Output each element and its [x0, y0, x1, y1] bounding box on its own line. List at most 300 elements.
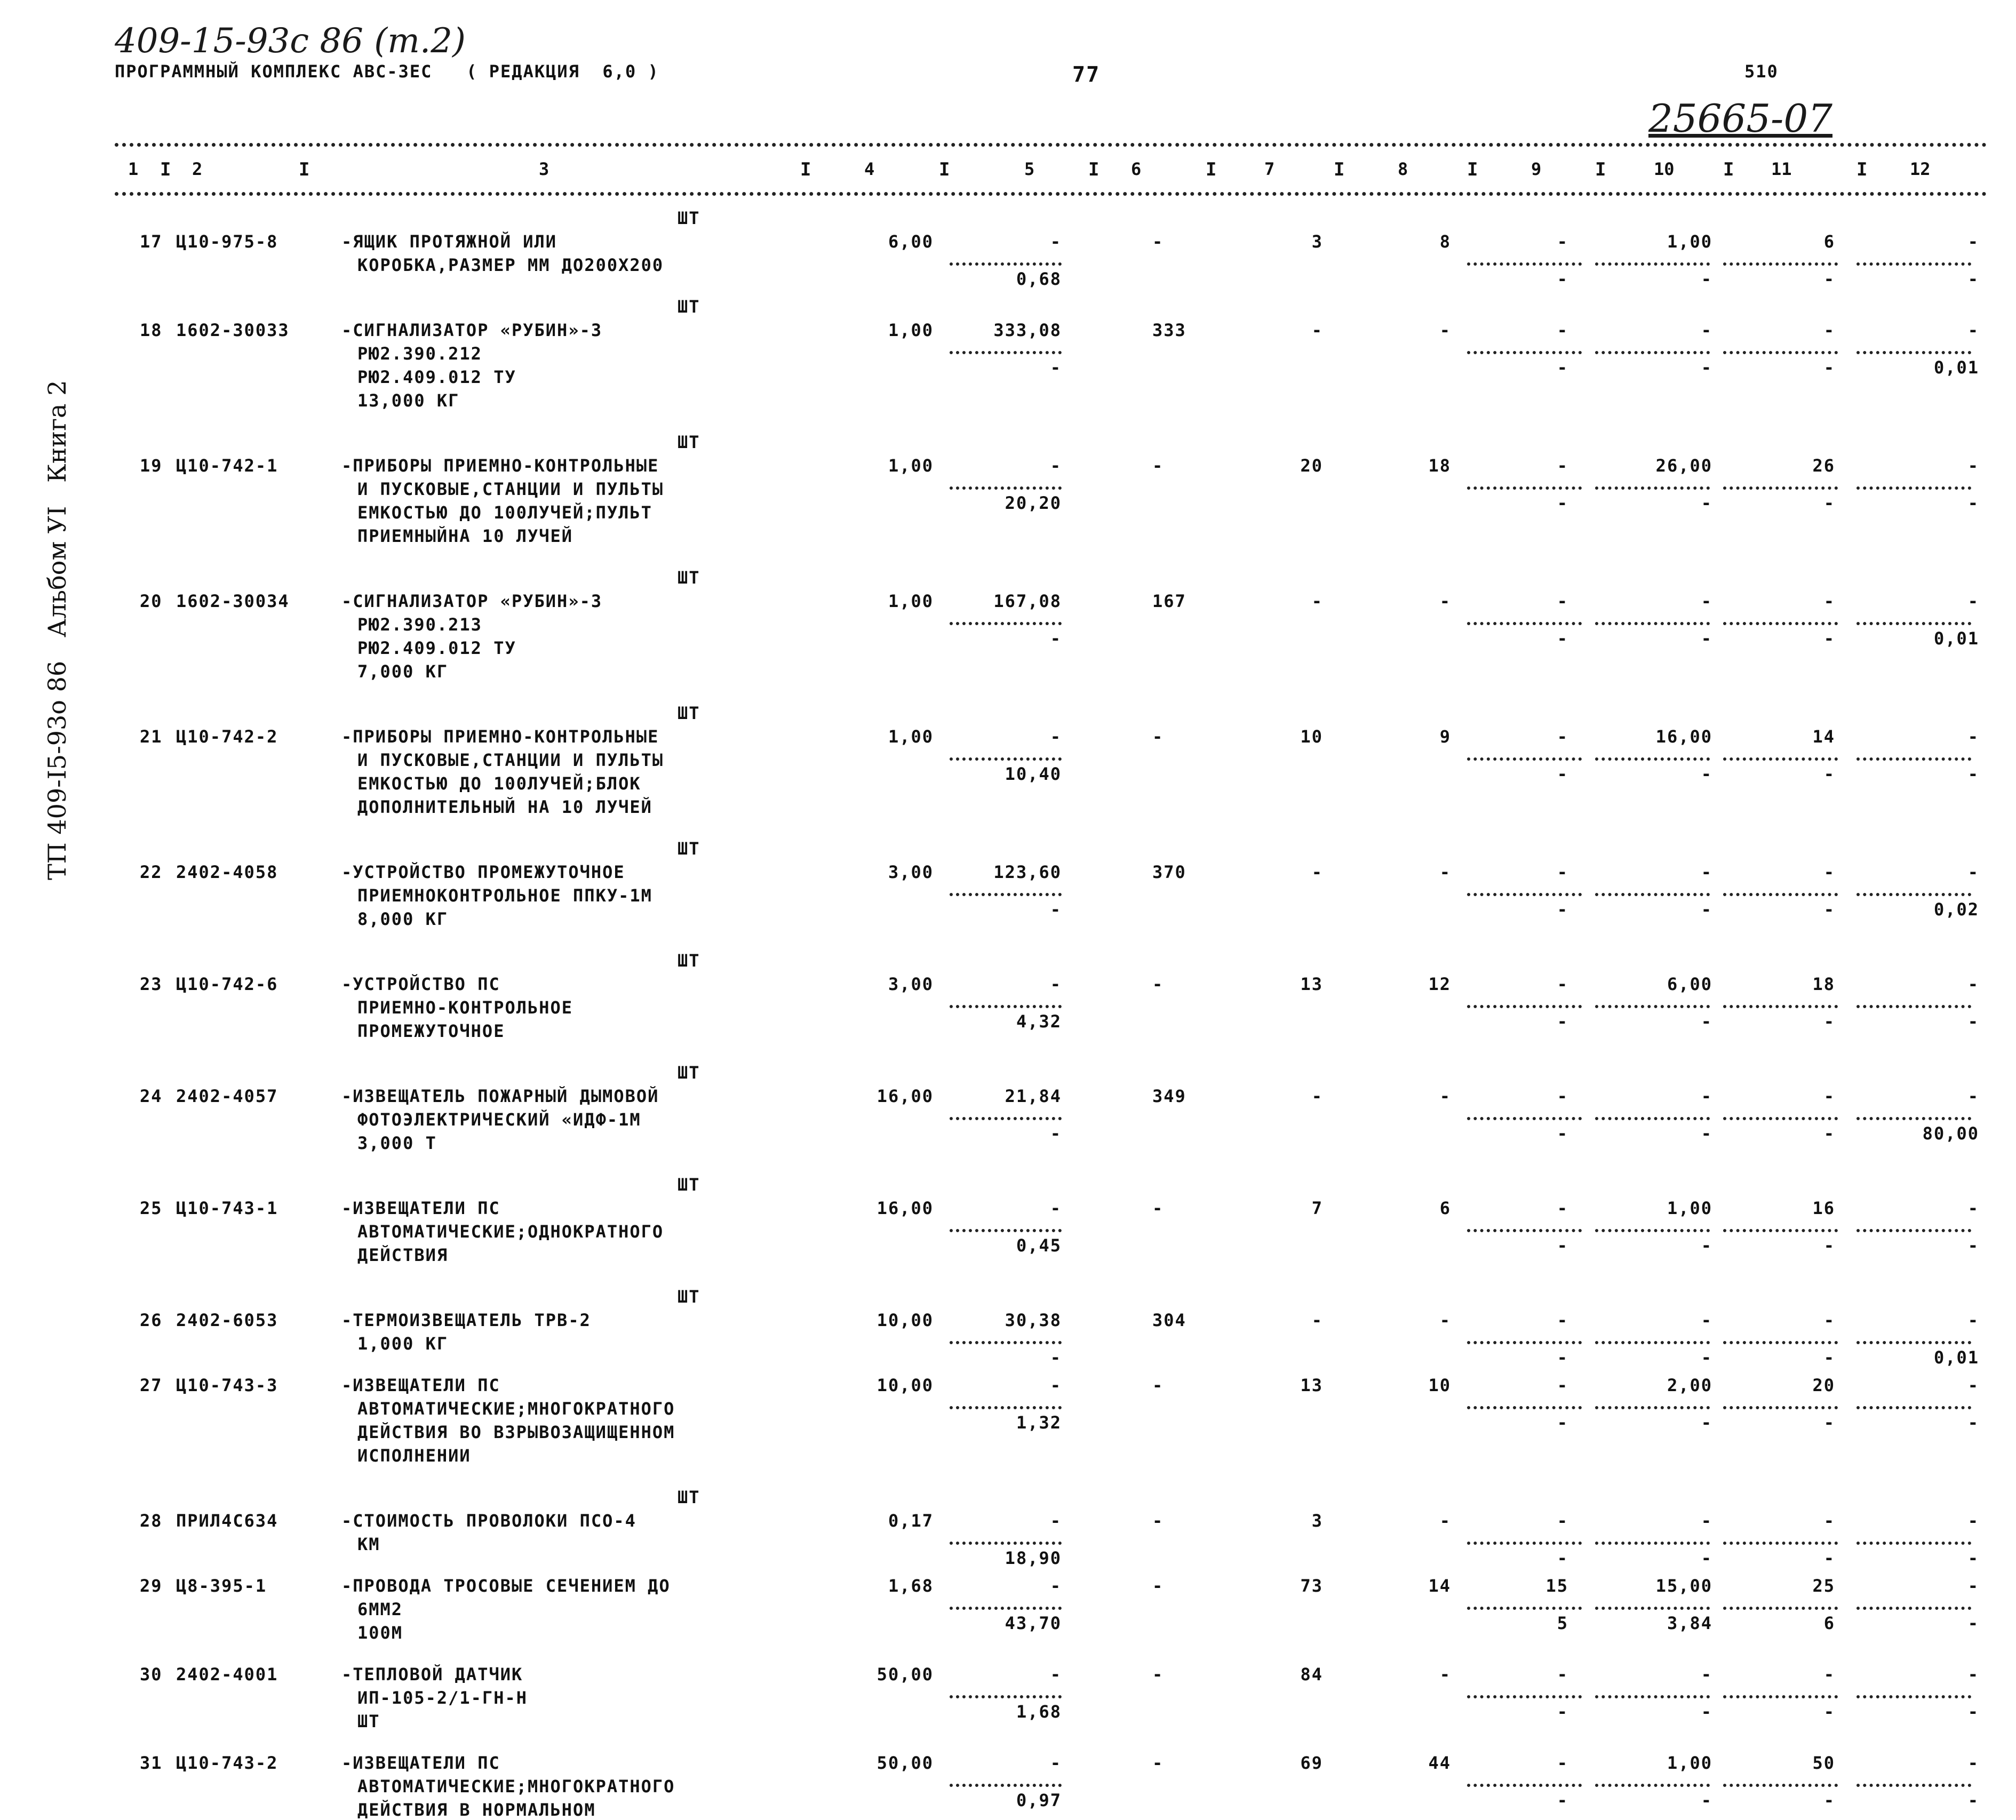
- column-number: 2: [192, 159, 203, 179]
- column-10-top: 16,00: [1655, 727, 1712, 747]
- column-9-top: -: [1557, 1375, 1568, 1395]
- column-8: 12: [1428, 974, 1451, 994]
- column-12-top: -: [1967, 1511, 1979, 1531]
- column-11-bottom: -: [1823, 357, 1835, 378]
- column-12-bottom: -: [1967, 764, 1979, 784]
- total-cost: -: [1152, 727, 1164, 747]
- column-separator: I: [1856, 159, 1868, 180]
- cell-divider: [1595, 1784, 1710, 1787]
- cell-divider: [1856, 1695, 1971, 1698]
- cell-divider: [1595, 486, 1710, 490]
- unit-of-measure: ШТ: [678, 951, 700, 971]
- column-11-bottom: -: [1823, 1790, 1835, 1810]
- unit-price: 21,84: [1005, 1086, 1062, 1106]
- column-12-top: -: [1967, 591, 1979, 611]
- row-number: 29: [140, 1576, 163, 1596]
- cell-divider: [950, 1406, 1062, 1409]
- column-9-top: -: [1557, 1086, 1568, 1106]
- row-number: 22: [140, 862, 163, 882]
- column-11-bottom: -: [1823, 1235, 1835, 1256]
- unit-price-wages: 1,68: [1016, 1702, 1062, 1722]
- cell-divider: [1723, 1695, 1838, 1698]
- quantity: 10,00: [876, 1375, 934, 1395]
- column-11-bottom: -: [1823, 628, 1835, 649]
- total-cost: -: [1152, 1753, 1164, 1773]
- cell-divider: [1723, 622, 1838, 625]
- cell-divider: [950, 486, 1062, 490]
- description-line: И ПУСКОВЫЕ,СТАНЦИИ И ПУЛЬТЫ: [357, 750, 664, 770]
- cell-divider: [1856, 1542, 1971, 1545]
- description-line: ПРИЕМНЫЙНА 10 ЛУЧЕЙ: [357, 526, 573, 546]
- column-11-top: -: [1823, 1664, 1835, 1685]
- row-number: 28: [140, 1511, 163, 1531]
- position-code: Ц10-743-1: [176, 1198, 278, 1218]
- column-12-bottom: -: [1967, 1702, 1979, 1722]
- description-line: -ИЗВЕЩАТЕЛИ ПС: [341, 1375, 500, 1395]
- row-number: 25: [140, 1198, 163, 1218]
- quantity: 6,00: [888, 232, 934, 252]
- cell-divider: [1595, 262, 1710, 266]
- quantity: 10,00: [876, 1310, 934, 1330]
- description-line: ПРИЕМНОКОНТРОЛЬНОЕ ППКУ-1М: [357, 885, 652, 906]
- position-code: 2402-4058: [176, 862, 278, 882]
- column-9-top: -: [1557, 1198, 1568, 1218]
- description-line: РЮ2.390.213: [357, 614, 482, 635]
- cell-divider: [1467, 893, 1582, 896]
- cell-divider: [1723, 1229, 1838, 1232]
- column-7: 13: [1300, 1375, 1323, 1395]
- cell-divider: [1856, 1117, 1971, 1120]
- column-11-top: 20: [1812, 1375, 1835, 1395]
- quantity: 16,00: [876, 1198, 934, 1218]
- position-code: 1602-30034: [176, 591, 290, 611]
- cell-divider: [1467, 1542, 1582, 1545]
- column-number: 6: [1131, 159, 1142, 179]
- cell-divider: [950, 1607, 1062, 1610]
- cell-divider: [1723, 1341, 1838, 1344]
- handwritten-document-code: 409-15-93с 86 (т.2): [115, 21, 466, 61]
- description-line: -ТЕРМОИЗВЕЩАТЕЛЬ ТРВ-2: [341, 1310, 591, 1330]
- column-separator: I: [1723, 159, 1734, 180]
- cell-divider: [1856, 1341, 1971, 1344]
- cell-divider: [1723, 351, 1838, 354]
- unit-price: 333,08: [993, 320, 1062, 340]
- column-9-bottom: -: [1557, 1790, 1568, 1810]
- column-8: -: [1439, 591, 1451, 611]
- unit-price-wages: -: [1050, 1347, 1062, 1368]
- column-11-top: 14: [1812, 727, 1835, 747]
- column-9-top: -: [1557, 1511, 1568, 1531]
- quantity: 16,00: [876, 1086, 934, 1106]
- column-12-bottom: -: [1967, 1412, 1979, 1433]
- description-line: -СТОИМОСТЬ ПРОВОЛОКИ ПСО-4: [341, 1511, 636, 1531]
- cell-divider: [1595, 1341, 1710, 1344]
- cell-divider: [1467, 1607, 1582, 1610]
- unit-price: -: [1050, 1198, 1062, 1218]
- description-line: 1,000 КГ: [357, 1334, 449, 1354]
- cell-divider: [1856, 757, 1971, 761]
- column-number: 4: [864, 159, 875, 179]
- unit-price-wages: -: [1050, 357, 1062, 378]
- column-8: 44: [1428, 1753, 1451, 1773]
- unit-price-wages: 10,40: [1005, 764, 1062, 784]
- unit-of-measure: ШТ: [678, 839, 700, 859]
- column-11-top: 6: [1823, 232, 1835, 252]
- column-10-bottom: -: [1701, 1011, 1712, 1032]
- position-code: Ц10-743-2: [176, 1753, 278, 1773]
- unit-price: 123,60: [993, 862, 1062, 882]
- column-11-top: 26: [1812, 456, 1835, 476]
- column-10-top: -: [1701, 862, 1712, 882]
- column-12-top: -: [1967, 1198, 1979, 1218]
- column-8: -: [1439, 1310, 1451, 1330]
- unit-price-wages: 0,45: [1016, 1235, 1062, 1256]
- column-8: -: [1439, 1086, 1451, 1106]
- unit-price-wages: 1,32: [1016, 1412, 1062, 1433]
- cell-divider: [1856, 1784, 1971, 1787]
- cell-divider: [1595, 757, 1710, 761]
- cell-divider: [1595, 1117, 1710, 1120]
- total-cost: 349: [1152, 1086, 1186, 1106]
- column-11-top: -: [1823, 320, 1835, 340]
- column-9-top: -: [1557, 591, 1568, 611]
- header-rule-top: [115, 143, 1987, 147]
- position-code: 2402-4057: [176, 1086, 278, 1106]
- unit-price-wages: -: [1050, 899, 1062, 920]
- column-9-bottom: -: [1557, 628, 1568, 649]
- description-line: ПРОМЕЖУТОЧНОЕ: [357, 1021, 505, 1041]
- column-9-bottom: -: [1557, 1412, 1568, 1433]
- column-9-bottom: -: [1557, 1347, 1568, 1368]
- cell-divider: [1723, 262, 1838, 266]
- row-number: 30: [140, 1664, 163, 1685]
- cell-divider: [1467, 1784, 1582, 1787]
- cell-divider: [1467, 622, 1582, 625]
- column-9-bottom: -: [1557, 493, 1568, 513]
- column-number: 5: [1024, 159, 1035, 179]
- cell-divider: [1467, 1341, 1582, 1344]
- column-9-top: -: [1557, 1310, 1568, 1330]
- cell-divider: [1595, 622, 1710, 625]
- cell-divider: [1723, 1117, 1838, 1120]
- cell-divider: [950, 622, 1062, 625]
- total-cost: 333: [1152, 320, 1186, 340]
- unit-price-wages: 18,90: [1005, 1548, 1062, 1568]
- cell-divider: [950, 1341, 1062, 1344]
- quantity: 0,17: [888, 1511, 934, 1531]
- description-line: 7,000 КГ: [357, 661, 449, 682]
- column-8: 9: [1439, 727, 1451, 747]
- cell-divider: [1856, 262, 1971, 266]
- description-line: РЮ2.390.212: [357, 344, 482, 364]
- column-10-top: 15,00: [1655, 1576, 1712, 1596]
- description-line: 3,000 Т: [357, 1133, 437, 1153]
- column-10-top: -: [1701, 1511, 1712, 1531]
- header-rule-bottom: [115, 192, 1987, 196]
- column-10-bottom: -: [1701, 899, 1712, 920]
- column-7: 84: [1300, 1664, 1323, 1685]
- unit-price-wages: 0,68: [1016, 269, 1062, 289]
- description-line: -ИЗВЕЩАТЕЛИ ПС: [341, 1753, 500, 1773]
- row-number: 19: [140, 456, 163, 476]
- description-line: ИП-105-2/1-ГН-Н: [357, 1688, 528, 1708]
- column-separator: I: [160, 159, 171, 180]
- cell-divider: [1595, 1695, 1710, 1698]
- column-9-top: -: [1557, 1664, 1568, 1685]
- cell-divider: [1467, 1229, 1582, 1232]
- position-code: 1602-30033: [176, 320, 290, 340]
- description-line: ФОТОЭЛЕКТРИЧЕСКИЙ «ИДФ-1М: [357, 1109, 641, 1130]
- column-9-bottom: -: [1557, 1548, 1568, 1568]
- unit-price-wages: 43,70: [1005, 1613, 1062, 1633]
- description-line: -СИГНАЛИЗАТОР «РУБИН»-3: [341, 320, 603, 340]
- column-separator: I: [1206, 159, 1217, 180]
- column-11-top: -: [1823, 591, 1835, 611]
- column-11-top: -: [1823, 1511, 1835, 1531]
- cell-divider: [1856, 1005, 1971, 1008]
- description-line: ПРИЕМНО-КОНТРОЛЬНОЕ: [357, 997, 573, 1018]
- column-10-bottom: -: [1701, 493, 1712, 513]
- quantity: 1,68: [888, 1576, 934, 1596]
- cell-divider: [1856, 486, 1971, 490]
- quantity: 1,00: [888, 727, 934, 747]
- column-11-top: 50: [1812, 1753, 1835, 1773]
- unit-of-measure: ШТ: [678, 1487, 700, 1507]
- column-10-top: -: [1701, 591, 1712, 611]
- cell-divider: [1595, 1229, 1710, 1232]
- row-number: 27: [140, 1375, 163, 1395]
- column-12-bottom: -: [1967, 269, 1979, 289]
- column-9-top: -: [1557, 320, 1568, 340]
- column-8: 8: [1439, 232, 1451, 252]
- position-code: Ц8-395-1: [176, 1576, 267, 1596]
- column-10-bottom: -: [1701, 1347, 1712, 1368]
- cell-divider: [1723, 1607, 1838, 1610]
- column-10-bottom: -: [1701, 1702, 1712, 1722]
- column-7: -: [1311, 591, 1323, 611]
- cell-divider: [1595, 1005, 1710, 1008]
- cell-divider: [1856, 622, 1971, 625]
- description-line: 13,000 КГ: [357, 390, 460, 411]
- cell-divider: [1723, 1542, 1838, 1545]
- column-12-top: -: [1967, 320, 1979, 340]
- column-10-bottom: -: [1701, 1412, 1712, 1433]
- unit-price: -: [1050, 1753, 1062, 1773]
- column-12-bottom: -: [1967, 1011, 1979, 1032]
- cell-divider: [1856, 351, 1971, 354]
- quantity: 3,00: [888, 974, 934, 994]
- total-cost: 304: [1152, 1310, 1186, 1330]
- unit-of-measure: ШТ: [678, 703, 700, 723]
- column-8: -: [1439, 320, 1451, 340]
- column-7: -: [1311, 1086, 1323, 1106]
- column-12-bottom: -: [1967, 493, 1979, 513]
- column-9-top: 15: [1545, 1576, 1568, 1596]
- column-7: 3: [1311, 1511, 1323, 1531]
- cell-divider: [1723, 1784, 1838, 1787]
- column-12-top: -: [1967, 727, 1979, 747]
- column-7: 3: [1311, 232, 1323, 252]
- cell-divider: [1856, 1406, 1971, 1409]
- column-12-bottom: -: [1967, 1613, 1979, 1633]
- column-separator: I: [800, 159, 811, 180]
- column-8: 10: [1428, 1375, 1451, 1395]
- unit-price: -: [1050, 232, 1062, 252]
- column-9-bottom: -: [1557, 1702, 1568, 1722]
- column-7: 13: [1300, 974, 1323, 994]
- cell-divider: [950, 262, 1062, 266]
- column-8: 6: [1439, 1198, 1451, 1218]
- total-cost: -: [1152, 1375, 1164, 1395]
- description-line: 8,000 КГ: [357, 909, 449, 929]
- position-code: 2402-6053: [176, 1310, 278, 1330]
- description-line: -ЯЩИК ПРОТЯЖНОЙ ИЛИ: [341, 232, 557, 252]
- row-number: 31: [140, 1753, 163, 1773]
- unit-price-wages: 20,20: [1005, 493, 1062, 513]
- column-11-bottom: -: [1823, 1702, 1835, 1722]
- column-7: 20: [1300, 456, 1323, 476]
- column-11-bottom: -: [1823, 1347, 1835, 1368]
- column-12-top: -: [1967, 1664, 1979, 1685]
- cell-divider: [1595, 1542, 1710, 1545]
- total-cost: -: [1152, 456, 1164, 476]
- position-code: 2402-4001: [176, 1664, 278, 1685]
- column-10-bottom: -: [1701, 269, 1712, 289]
- cell-divider: [1723, 757, 1838, 761]
- description-line: -ПРОВОДА ТРОСОВЫЕ СЕЧЕНИЕМ ДО: [341, 1576, 671, 1596]
- unit-price: -: [1050, 1375, 1062, 1395]
- column-12-top: -: [1967, 862, 1979, 882]
- cell-divider: [950, 1695, 1062, 1698]
- column-12-top: -: [1967, 974, 1979, 994]
- column-11-top: -: [1823, 1086, 1835, 1106]
- column-9-top: -: [1557, 727, 1568, 747]
- row-number: 20: [140, 591, 163, 611]
- description-line: ДЕЙСТВИЯ: [357, 1245, 449, 1265]
- column-number: 10: [1654, 159, 1675, 179]
- position-code: Ц10-742-6: [176, 974, 278, 994]
- position-code: Ц10-743-3: [176, 1375, 278, 1395]
- unit-price: -: [1050, 727, 1062, 747]
- description-line: ШТ: [357, 1711, 380, 1731]
- column-9-bottom: -: [1557, 764, 1568, 784]
- description-line: КОРОБКА,РАЗМЕР ММ ДО200Х200: [357, 255, 664, 275]
- unit-price-wages: -: [1050, 628, 1062, 649]
- cell-divider: [1467, 486, 1582, 490]
- description-line: -УСТРОЙСТВО ПС: [341, 974, 500, 994]
- cell-divider: [1467, 1695, 1582, 1698]
- position-code: Ц10-742-2: [176, 727, 278, 747]
- page-number-center: 77: [1072, 62, 1101, 87]
- column-10-top: 6,00: [1667, 974, 1712, 994]
- cell-divider: [1467, 757, 1582, 761]
- column-separator: I: [1467, 159, 1478, 180]
- cell-divider: [950, 1784, 1062, 1787]
- column-number: 1: [128, 159, 139, 179]
- column-separator: I: [1088, 159, 1099, 180]
- column-12-bottom: -: [1967, 1548, 1979, 1568]
- unit-of-measure: ШТ: [678, 297, 700, 317]
- unit-of-measure: ШТ: [678, 1063, 700, 1083]
- description-line: ИСПОЛНЕНИИ: [357, 1446, 471, 1466]
- column-10-top: 2,00: [1667, 1375, 1712, 1395]
- unit-price: -: [1050, 1664, 1062, 1685]
- description-line: -ИЗВЕЩАТЕЛИ ПС: [341, 1198, 500, 1218]
- unit-of-measure: ШТ: [678, 1175, 700, 1195]
- column-11-bottom: -: [1823, 1548, 1835, 1568]
- cell-divider: [950, 1005, 1062, 1008]
- column-11-top: 25: [1812, 1576, 1835, 1596]
- description-line: И ПУСКОВЫЕ,СТАНЦИИ И ПУЛЬТЫ: [357, 479, 664, 499]
- row-number: 23: [140, 974, 163, 994]
- column-number: 8: [1398, 159, 1408, 179]
- total-cost: -: [1152, 1576, 1164, 1596]
- column-9-top: -: [1557, 1753, 1568, 1773]
- total-cost: -: [1152, 1664, 1164, 1685]
- column-9-top: -: [1557, 456, 1568, 476]
- column-11-bottom: -: [1823, 899, 1835, 920]
- column-12-top: -: [1967, 456, 1979, 476]
- column-9-bottom: -: [1557, 269, 1568, 289]
- quantity: 1,00: [888, 591, 934, 611]
- column-12-top: -: [1967, 1375, 1979, 1395]
- cell-divider: [1595, 1607, 1710, 1610]
- column-9-top: -: [1557, 232, 1568, 252]
- column-12-top: -: [1967, 232, 1979, 252]
- unit-price-wages: 4,32: [1016, 1011, 1062, 1032]
- unit-price: -: [1050, 974, 1062, 994]
- cell-divider: [1467, 1005, 1582, 1008]
- column-11-top: -: [1823, 862, 1835, 882]
- column-number: 11: [1771, 159, 1792, 179]
- quantity: 3,00: [888, 862, 934, 882]
- total-cost: -: [1152, 974, 1164, 994]
- column-10-top: 1,00: [1667, 232, 1712, 252]
- unit-of-measure: ШТ: [678, 568, 700, 588]
- total-cost: 370: [1152, 862, 1186, 882]
- column-11-top: 18: [1812, 974, 1835, 994]
- column-8: 14: [1428, 1576, 1451, 1596]
- description-line: -СИГНАЛИЗАТОР «РУБИН»-3: [341, 591, 603, 611]
- position-code: Ц10-742-1: [176, 456, 278, 476]
- cell-divider: [1595, 351, 1710, 354]
- column-12-bottom: 80,00: [1922, 1123, 1979, 1144]
- column-10-bottom: -: [1701, 1548, 1712, 1568]
- unit-price-wages: 0,97: [1016, 1790, 1062, 1810]
- cell-divider: [950, 1229, 1062, 1232]
- column-8: -: [1439, 862, 1451, 882]
- cell-divider: [1723, 486, 1838, 490]
- description-line: РЮ2.409.012 ТУ: [357, 367, 516, 387]
- column-10-top: -: [1701, 1310, 1712, 1330]
- description-line: -ТЕПЛОВОЙ ДАТЧИК: [341, 1664, 523, 1685]
- column-7: 7: [1311, 1198, 1323, 1218]
- column-8: -: [1439, 1664, 1451, 1685]
- cell-divider: [1723, 1406, 1838, 1409]
- row-number: 24: [140, 1086, 163, 1106]
- cell-divider: [950, 893, 1062, 896]
- column-7: -: [1311, 320, 1323, 340]
- total-cost: -: [1152, 232, 1164, 252]
- description-line: ЕМКОСТЬЮ ДО 100ЛУЧЕЙ;БЛОК: [357, 773, 641, 794]
- cell-divider: [1467, 1406, 1582, 1409]
- description-line: 6ММ2: [357, 1599, 403, 1619]
- column-11-bottom: -: [1823, 764, 1835, 784]
- row-number: 21: [140, 727, 163, 747]
- column-11-bottom: -: [1823, 1412, 1835, 1433]
- column-separator: I: [1595, 159, 1606, 180]
- position-code: ПРИЛ4С634: [176, 1511, 278, 1531]
